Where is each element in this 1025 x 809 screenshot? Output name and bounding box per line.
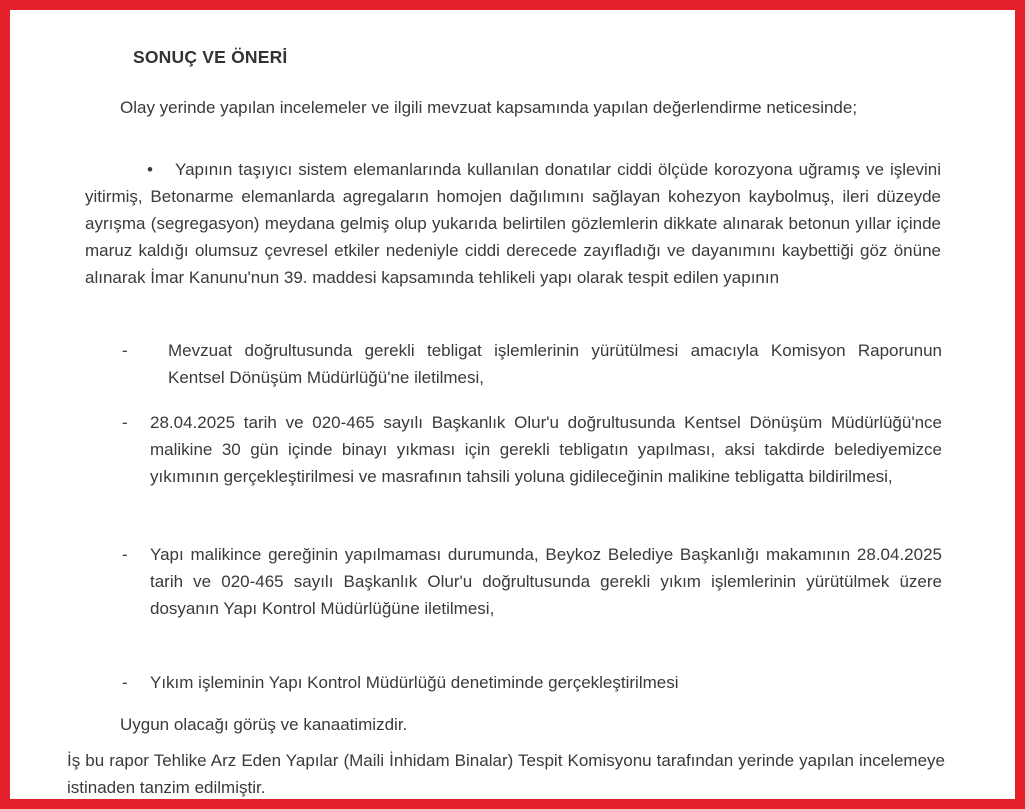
bullet-paragraph-text: Yapının taşıyıcı sistem elemanlarında kullanılan donatılar ciddi ölçüde korozyona uğramış ve işlevini yitirmiş, Betonarme elemanlarda agregaların homojen dağılımını sağlayan kohezyon kaybolmuş, ileri düzeyde ayrışma (segregasyon) meydana gelmiş olup yukarıda belirtilen gözlemlerin dikkate alınarak betonun yıllar içinde maruz kaldığı olumsuz çevresel etkiler nedeniyle ciddi derecede zayıfladığı ve dayanımını kaybettiği göz önüne alınarak İmar Kanunu'nun 39. maddesi kapsamında tehlikeli yapı olarak tespit edilen yapının bbox=[85, 160, 941, 287]
footer-paragraph: İş bu rapor Tehlike Arz Eden Yapılar (Maili İnhidam Binalar) Tespit Komisyonu tarafından yerinde yapılan incelemeye istinaden tanzim edilmiştir. bbox=[67, 751, 945, 797]
bullet-paragraph bbox=[85, 156, 941, 291]
intro-paragraph: Olay yerinde yapılan incelemeler ve ilgili mevzuat kapsamında yapılan değerlendirme neticesinde; bbox=[120, 98, 858, 117]
dash-marker: - bbox=[122, 545, 128, 564]
list-item bbox=[122, 337, 942, 391]
dash-marker: - bbox=[122, 673, 128, 692]
list-item bbox=[122, 409, 942, 490]
list-item-text: Mevzuat doğrultusunda gerekli tebligat işlemlerinin yürütülmesi amacıyla Komisyon Raporunun Kentsel Dönüşüm Müdürlüğü'ne iletilmesi, bbox=[168, 341, 942, 387]
list-item-text: 28.04.2025 tarih ve 020-465 sayılı Başkanlık Olur'u doğrultusunda Kentsel Dönüşüm Müdürlüğü'nce malikine 30 gün içinde binayı yıkması için gerekli tebligatın yapılması, aksi takdirde belediyemizce yıkımının gerçekleştirilmesi ve masrafının tahsili yoluna gidileceğinin malikine tebligatta bildirilmesi, bbox=[150, 413, 942, 486]
list-item bbox=[122, 541, 942, 622]
bullet-marker: • bbox=[147, 160, 153, 179]
section-title: SONUÇ VE ÖNERİ bbox=[133, 47, 288, 67]
dash-marker: - bbox=[122, 413, 128, 432]
list-item bbox=[122, 669, 942, 696]
closing-statement: Uygun olacağı görüş ve kanaatimizdir. bbox=[120, 715, 408, 734]
document-body bbox=[10, 10, 1015, 799]
list-item-text: Yapı malikince gereğinin yapılmaması durumunda, Beykoz Belediye Başkanlığı makamının 28.04.2025 tarih ve 020-465 sayılı Başkanlık Olur'u doğrultusunda gerekli yıkım işlemlerinin yürütülmek üzere dosyanın Yapı Kontrol Müdürlüğüne iletilmesi, bbox=[150, 545, 942, 618]
dash-marker: - bbox=[122, 341, 128, 360]
list-item-text: Yıkım işleminin Yapı Kontrol Müdürlüğü denetiminde gerçekleştirilmesi bbox=[150, 673, 679, 692]
